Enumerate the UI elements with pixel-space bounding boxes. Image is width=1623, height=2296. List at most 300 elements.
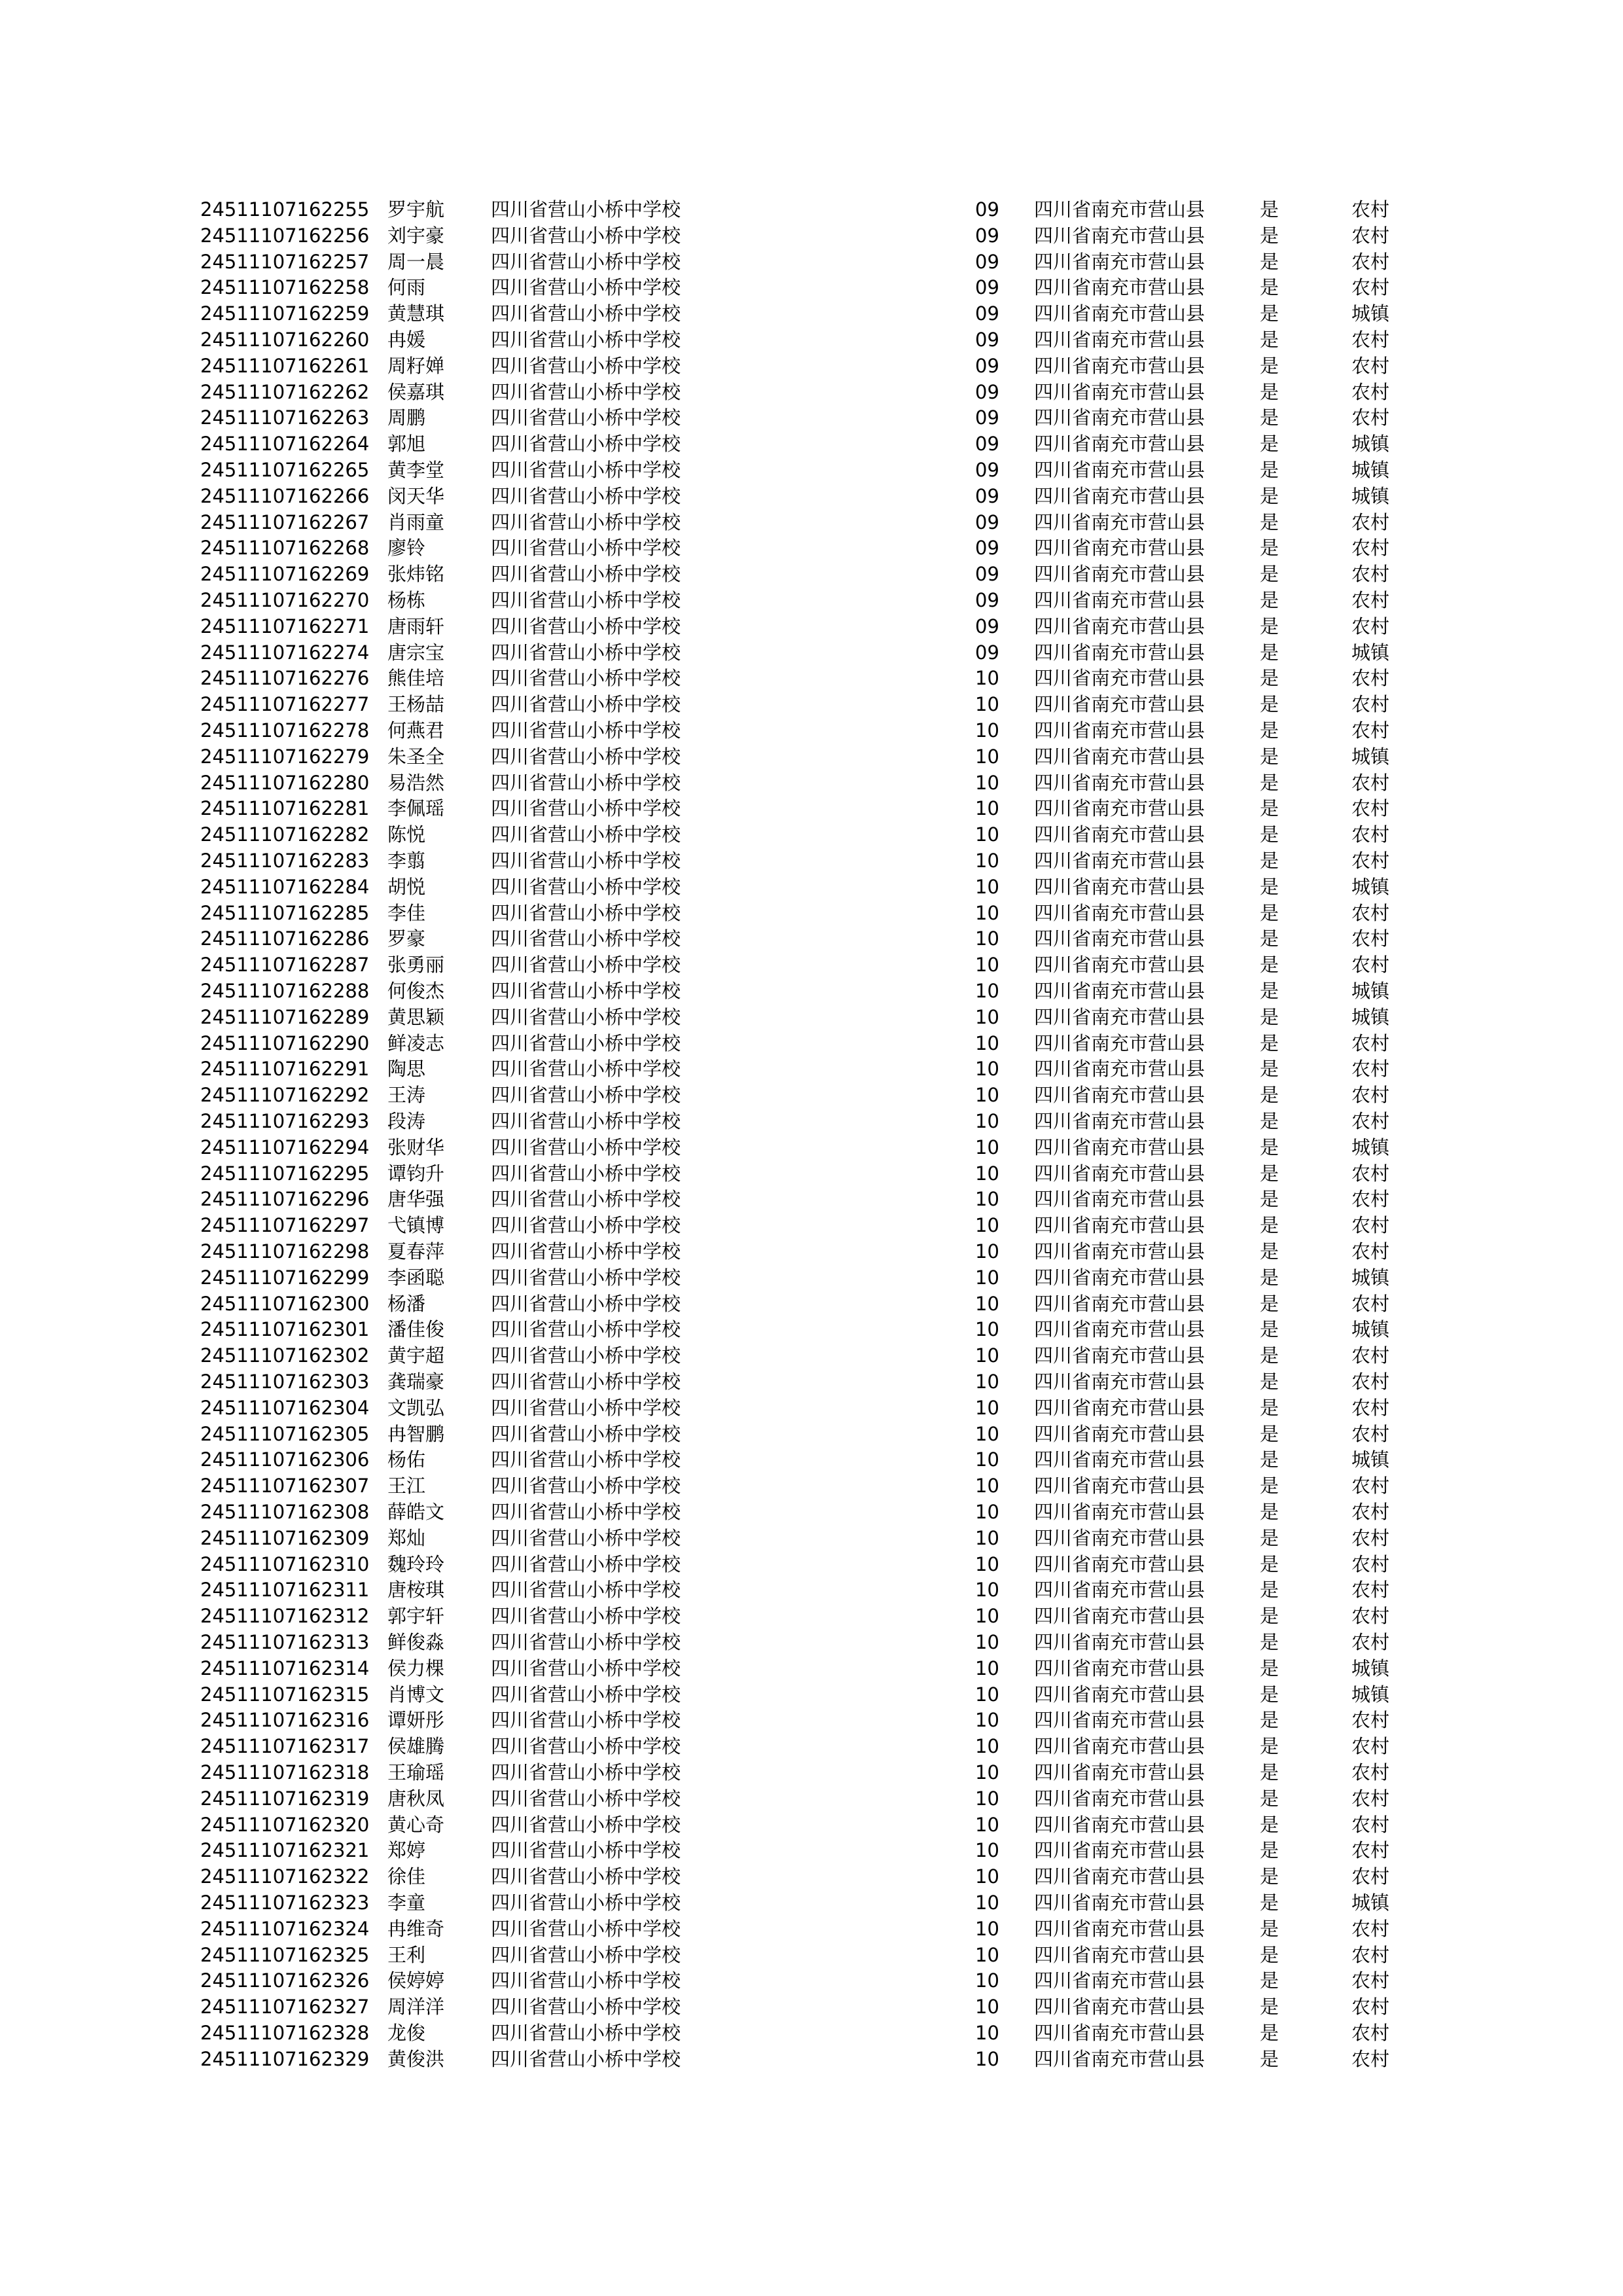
region-name: 四川省南充市营山县 bbox=[1034, 1448, 1205, 1471]
school-name: 四川省营山小桥中学校 bbox=[491, 1318, 681, 1341]
table-row bbox=[0, 1369, 1623, 1395]
table-row bbox=[0, 1291, 1623, 1317]
status-flag: 是 bbox=[1260, 1709, 1279, 1732]
school-name: 四川省营山小桥中学校 bbox=[491, 1892, 681, 1914]
student-name: 王瑜瑶 bbox=[387, 1761, 445, 1784]
residence-type: 农村 bbox=[1351, 1709, 1390, 1732]
student-name: 王杨喆 bbox=[387, 693, 445, 716]
student-id: 24511107162286 bbox=[200, 927, 370, 950]
region-name: 四川省南充市营山县 bbox=[1034, 1292, 1205, 1315]
student-id: 24511107162279 bbox=[200, 745, 370, 768]
student-name: 周一晨 bbox=[387, 250, 445, 273]
status-flag: 是 bbox=[1260, 1605, 1279, 1628]
school-name: 四川省营山小桥中学校 bbox=[491, 1422, 681, 1445]
student-name: 陶思 bbox=[387, 1058, 426, 1081]
class-number: 10 bbox=[975, 1240, 999, 1263]
student-id: 24511107162293 bbox=[200, 1110, 370, 1132]
class-number: 10 bbox=[975, 1031, 999, 1054]
region-name: 四川省南充市营山县 bbox=[1034, 850, 1205, 872]
class-number: 10 bbox=[975, 1344, 999, 1367]
school-name: 四川省营山小桥中学校 bbox=[491, 1917, 681, 1940]
table-row bbox=[0, 691, 1623, 717]
class-number: 09 bbox=[975, 276, 999, 299]
status-flag: 是 bbox=[1260, 1058, 1279, 1081]
region-name: 四川省南充市营山县 bbox=[1034, 927, 1205, 950]
table-row bbox=[0, 1551, 1623, 1577]
status-flag: 是 bbox=[1260, 850, 1279, 872]
region-name: 四川省南充市营山县 bbox=[1034, 1214, 1205, 1237]
student-name: 李童 bbox=[387, 1892, 426, 1914]
student-name: 李翦 bbox=[387, 850, 426, 872]
residence-type: 农村 bbox=[1351, 1865, 1390, 1888]
school-name: 四川省营山小桥中学校 bbox=[491, 380, 681, 403]
table-row bbox=[0, 848, 1623, 874]
status-flag: 是 bbox=[1260, 329, 1279, 351]
residence-type: 农村 bbox=[1351, 2022, 1390, 2044]
table-row bbox=[0, 1994, 1623, 2020]
student-id: 24511107162264 bbox=[200, 433, 370, 456]
student-id: 24511107162268 bbox=[200, 537, 370, 560]
student-id: 24511107162278 bbox=[200, 719, 370, 742]
class-number: 10 bbox=[975, 1552, 999, 1575]
table-row bbox=[0, 223, 1623, 249]
school-name: 四川省营山小桥中学校 bbox=[491, 589, 681, 611]
school-name: 四川省营山小桥中学校 bbox=[491, 1996, 681, 2018]
school-name: 四川省营山小桥中学校 bbox=[491, 954, 681, 977]
residence-type: 农村 bbox=[1351, 823, 1390, 846]
table-row bbox=[0, 274, 1623, 300]
school-name: 四川省营山小桥中学校 bbox=[491, 901, 681, 924]
school-name: 四川省营山小桥中学校 bbox=[491, 850, 681, 872]
region-name: 四川省南充市营山县 bbox=[1034, 954, 1205, 977]
region-name: 四川省南充市营山县 bbox=[1034, 276, 1205, 299]
student-id: 24511107162308 bbox=[200, 1501, 370, 1523]
table-row bbox=[0, 300, 1623, 327]
class-number: 10 bbox=[975, 771, 999, 794]
status-flag: 是 bbox=[1260, 1501, 1279, 1523]
residence-type: 农村 bbox=[1351, 1240, 1390, 1263]
class-number: 10 bbox=[975, 1136, 999, 1158]
table-row bbox=[0, 1395, 1623, 1421]
table-row bbox=[0, 1056, 1623, 1082]
school-name: 四川省营山小桥中学校 bbox=[491, 667, 681, 690]
class-number: 10 bbox=[975, 1631, 999, 1653]
region-name: 四川省南充市营山县 bbox=[1034, 1969, 1205, 1992]
table-row bbox=[0, 1446, 1623, 1473]
school-name: 四川省营山小桥中学校 bbox=[491, 1110, 681, 1132]
student-name: 周鹏 bbox=[387, 406, 426, 429]
status-flag: 是 bbox=[1260, 406, 1279, 429]
school-name: 四川省营山小桥中学校 bbox=[491, 302, 681, 325]
table-row bbox=[0, 821, 1623, 848]
student-name: 鲜俊淼 bbox=[387, 1631, 445, 1653]
region-name: 四川省南充市营山县 bbox=[1034, 1813, 1205, 1836]
region-name: 四川省南充市营山县 bbox=[1034, 641, 1205, 664]
school-name: 四川省营山小桥中学校 bbox=[491, 198, 681, 221]
school-name: 四川省营山小桥中学校 bbox=[491, 1344, 681, 1367]
class-number: 09 bbox=[975, 641, 999, 664]
status-flag: 是 bbox=[1260, 1657, 1279, 1679]
student-id: 24511107162287 bbox=[200, 954, 370, 977]
residence-type: 农村 bbox=[1351, 771, 1390, 794]
region-name: 四川省南充市营山县 bbox=[1034, 1865, 1205, 1888]
class-number: 10 bbox=[975, 823, 999, 846]
class-number: 09 bbox=[975, 380, 999, 403]
school-name: 四川省营山小桥中学校 bbox=[491, 1031, 681, 1054]
region-name: 四川省南充市营山县 bbox=[1034, 1552, 1205, 1575]
residence-type: 农村 bbox=[1351, 250, 1390, 273]
school-name: 四川省营山小桥中学校 bbox=[491, 1709, 681, 1732]
region-name: 四川省南充市营山县 bbox=[1034, 1892, 1205, 1914]
class-number: 10 bbox=[975, 1657, 999, 1679]
class-number: 09 bbox=[975, 484, 999, 507]
region-name: 四川省南充市营山县 bbox=[1034, 224, 1205, 247]
student-id: 24511107162302 bbox=[200, 1344, 370, 1367]
table-row bbox=[0, 1212, 1623, 1238]
region-name: 四川省南充市营山县 bbox=[1034, 1005, 1205, 1028]
residence-type: 城镇 bbox=[1351, 302, 1390, 325]
status-flag: 是 bbox=[1260, 1735, 1279, 1758]
student-name: 黄俊洪 bbox=[387, 2047, 445, 2070]
student-name: 唐宗宝 bbox=[387, 641, 445, 664]
student-name: 侯雄腾 bbox=[387, 1735, 445, 1758]
class-number: 10 bbox=[975, 1110, 999, 1132]
student-name: 闵天华 bbox=[387, 484, 445, 507]
school-name: 四川省营山小桥中学校 bbox=[491, 1371, 681, 1393]
residence-type: 农村 bbox=[1351, 1761, 1390, 1784]
table-row bbox=[0, 1473, 1623, 1499]
region-name: 四川省南充市营山县 bbox=[1034, 198, 1205, 221]
status-flag: 是 bbox=[1260, 1969, 1279, 1992]
residence-type: 农村 bbox=[1351, 954, 1390, 977]
region-name: 四川省南充市营山县 bbox=[1034, 1605, 1205, 1628]
class-number: 10 bbox=[975, 954, 999, 977]
class-number: 10 bbox=[975, 1787, 999, 1810]
residence-type: 农村 bbox=[1351, 1475, 1390, 1498]
student-id: 24511107162267 bbox=[200, 511, 370, 533]
status-flag: 是 bbox=[1260, 1005, 1279, 1028]
status-flag: 是 bbox=[1260, 1865, 1279, 1888]
region-name: 四川省南充市营山县 bbox=[1034, 719, 1205, 742]
region-name: 四川省南充市营山县 bbox=[1034, 302, 1205, 325]
student-id: 24511107162285 bbox=[200, 901, 370, 924]
table-row bbox=[0, 196, 1623, 223]
school-name: 四川省营山小桥中学校 bbox=[491, 1188, 681, 1211]
region-name: 四川省南充市营山县 bbox=[1034, 2022, 1205, 2044]
residence-type: 农村 bbox=[1351, 1162, 1390, 1185]
student-id: 24511107162297 bbox=[200, 1214, 370, 1237]
class-number: 10 bbox=[975, 927, 999, 950]
student-name: 冉维奇 bbox=[387, 1917, 445, 1940]
school-name: 四川省营山小桥中学校 bbox=[491, 1839, 681, 1862]
region-name: 四川省南充市营山县 bbox=[1034, 433, 1205, 456]
school-name: 四川省营山小桥中学校 bbox=[491, 406, 681, 429]
residence-type: 农村 bbox=[1351, 1292, 1390, 1315]
residence-type: 农村 bbox=[1351, 1110, 1390, 1132]
region-name: 四川省南充市营山县 bbox=[1034, 1631, 1205, 1653]
region-name: 四川省南充市营山县 bbox=[1034, 589, 1205, 611]
class-number: 10 bbox=[975, 719, 999, 742]
student-id: 24511107162290 bbox=[200, 1031, 370, 1054]
student-name: 陈悦 bbox=[387, 823, 426, 846]
class-number: 10 bbox=[975, 1448, 999, 1471]
status-flag: 是 bbox=[1260, 1188, 1279, 1211]
region-name: 四川省南充市营山县 bbox=[1034, 1266, 1205, 1289]
school-name: 四川省营山小桥中学校 bbox=[491, 537, 681, 560]
student-id: 24511107162327 bbox=[200, 1996, 370, 2018]
school-name: 四川省营山小桥中学校 bbox=[491, 1396, 681, 1419]
class-number: 09 bbox=[975, 406, 999, 429]
student-name: 鲜凌志 bbox=[387, 1031, 445, 1054]
table-row bbox=[0, 1681, 1623, 1708]
student-name: 杨佑 bbox=[387, 1448, 426, 1471]
residence-type: 农村 bbox=[1351, 1058, 1390, 1081]
student-name: 侯嘉琪 bbox=[387, 380, 445, 403]
residence-type: 城镇 bbox=[1351, 1657, 1390, 1679]
school-name: 四川省营山小桥中学校 bbox=[491, 1084, 681, 1107]
school-name: 四川省营山小桥中学校 bbox=[491, 1631, 681, 1653]
status-flag: 是 bbox=[1260, 250, 1279, 273]
school-name: 四川省营山小桥中学校 bbox=[491, 771, 681, 794]
school-name: 四川省营山小桥中学校 bbox=[491, 1475, 681, 1498]
student-id: 24511107162318 bbox=[200, 1761, 370, 1784]
school-name: 四川省营山小桥中学校 bbox=[491, 1552, 681, 1575]
class-number: 09 bbox=[975, 250, 999, 273]
table-row bbox=[0, 1316, 1623, 1342]
status-flag: 是 bbox=[1260, 901, 1279, 924]
region-name: 四川省南充市营山县 bbox=[1034, 693, 1205, 716]
student-id: 24511107162326 bbox=[200, 1969, 370, 1992]
residence-type: 农村 bbox=[1351, 667, 1390, 690]
region-name: 四川省南充市营山县 bbox=[1034, 901, 1205, 924]
table-row bbox=[0, 874, 1623, 900]
student-name: 黄慧琪 bbox=[387, 302, 445, 325]
student-name: 刘宇豪 bbox=[387, 224, 445, 247]
region-name: 四川省南充市营山县 bbox=[1034, 1136, 1205, 1158]
residence-type: 农村 bbox=[1351, 589, 1390, 611]
region-name: 四川省南充市营山县 bbox=[1034, 380, 1205, 403]
status-flag: 是 bbox=[1260, 1917, 1279, 1940]
class-number: 10 bbox=[975, 1813, 999, 1836]
student-name: 黄宇超 bbox=[387, 1344, 445, 1367]
student-id: 24511107162281 bbox=[200, 797, 370, 820]
status-flag: 是 bbox=[1260, 927, 1279, 950]
residence-type: 农村 bbox=[1351, 797, 1390, 820]
class-number: 10 bbox=[975, 1058, 999, 1081]
residence-type: 农村 bbox=[1351, 1188, 1390, 1211]
residence-type: 城镇 bbox=[1351, 433, 1390, 456]
school-name: 四川省营山小桥中学校 bbox=[491, 276, 681, 299]
table-row bbox=[0, 2020, 1623, 2046]
student-id: 24511107162277 bbox=[200, 693, 370, 716]
class-number: 10 bbox=[975, 1266, 999, 1289]
school-name: 四川省营山小桥中学校 bbox=[491, 1266, 681, 1289]
school-name: 四川省营山小桥中学校 bbox=[491, 1058, 681, 1081]
status-flag: 是 bbox=[1260, 589, 1279, 611]
class-number: 10 bbox=[975, 1214, 999, 1237]
residence-type: 城镇 bbox=[1351, 459, 1390, 481]
class-number: 10 bbox=[975, 1709, 999, 1732]
student-id: 24511107162256 bbox=[200, 224, 370, 247]
class-number: 10 bbox=[975, 1371, 999, 1393]
status-flag: 是 bbox=[1260, 1031, 1279, 1054]
table-row bbox=[0, 1525, 1623, 1551]
status-flag: 是 bbox=[1260, 1084, 1279, 1107]
class-number: 09 bbox=[975, 224, 999, 247]
student-id: 24511107162320 bbox=[200, 1813, 370, 1836]
class-number: 10 bbox=[975, 1292, 999, 1315]
residence-type: 农村 bbox=[1351, 1943, 1390, 1966]
region-name: 四川省南充市营山县 bbox=[1034, 1996, 1205, 2018]
region-name: 四川省南充市营山县 bbox=[1034, 250, 1205, 273]
table-row bbox=[0, 1421, 1623, 1447]
school-name: 四川省营山小桥中学校 bbox=[491, 875, 681, 898]
school-name: 四川省营山小桥中学校 bbox=[491, 1240, 681, 1263]
residence-type: 农村 bbox=[1351, 1552, 1390, 1575]
student-id: 24511107162311 bbox=[200, 1579, 370, 1602]
school-name: 四川省营山小桥中学校 bbox=[491, 1761, 681, 1784]
school-name: 四川省营山小桥中学校 bbox=[491, 1292, 681, 1315]
school-name: 四川省营山小桥中学校 bbox=[491, 797, 681, 820]
residence-type: 农村 bbox=[1351, 927, 1390, 950]
residence-type: 农村 bbox=[1351, 511, 1390, 533]
status-flag: 是 bbox=[1260, 1396, 1279, 1419]
class-number: 10 bbox=[975, 1526, 999, 1549]
student-name: 谭妍彤 bbox=[387, 1709, 445, 1732]
table-row bbox=[0, 1733, 1623, 1759]
student-id: 24511107162289 bbox=[200, 1005, 370, 1028]
student-id: 24511107162261 bbox=[200, 354, 370, 377]
status-flag: 是 bbox=[1260, 459, 1279, 481]
table-row bbox=[0, 379, 1623, 405]
region-name: 四川省南充市营山县 bbox=[1034, 1683, 1205, 1706]
student-id: 24511107162321 bbox=[200, 1839, 370, 1862]
student-name: 周洋洋 bbox=[387, 1996, 445, 2018]
student-id: 24511107162257 bbox=[200, 250, 370, 273]
school-name: 四川省营山小桥中学校 bbox=[491, 1735, 681, 1758]
student-id: 24511107162263 bbox=[200, 406, 370, 429]
table-row bbox=[0, 665, 1623, 691]
student-name: 徐佳 bbox=[387, 1865, 426, 1888]
residence-type: 农村 bbox=[1351, 1813, 1390, 1836]
student-name: 杨栋 bbox=[387, 589, 426, 611]
class-number: 10 bbox=[975, 1501, 999, 1523]
table-row bbox=[0, 1812, 1623, 1838]
school-name: 四川省营山小桥中学校 bbox=[491, 484, 681, 507]
region-name: 四川省南充市营山县 bbox=[1034, 1031, 1205, 1054]
school-name: 四川省营山小桥中学校 bbox=[491, 693, 681, 716]
residence-type: 农村 bbox=[1351, 563, 1390, 586]
residence-type: 农村 bbox=[1351, 693, 1390, 716]
table-row bbox=[0, 1265, 1623, 1291]
table-row bbox=[0, 1238, 1623, 1265]
student-id: 24511107162325 bbox=[200, 1943, 370, 1966]
class-number: 10 bbox=[975, 1683, 999, 1706]
table-row bbox=[0, 1890, 1623, 1916]
school-name: 四川省营山小桥中学校 bbox=[491, 745, 681, 768]
status-flag: 是 bbox=[1260, 1266, 1279, 1289]
student-name: 李函聪 bbox=[387, 1266, 445, 1289]
school-name: 四川省营山小桥中学校 bbox=[491, 1657, 681, 1679]
status-flag: 是 bbox=[1260, 667, 1279, 690]
student-name: 郭旭 bbox=[387, 433, 426, 456]
region-name: 四川省南充市营山县 bbox=[1034, 537, 1205, 560]
table-row bbox=[0, 1629, 1623, 1655]
student-id: 24511107162258 bbox=[200, 276, 370, 299]
class-number: 10 bbox=[975, 850, 999, 872]
status-flag: 是 bbox=[1260, 1162, 1279, 1185]
status-flag: 是 bbox=[1260, 1813, 1279, 1836]
student-name: 谭钧升 bbox=[387, 1162, 445, 1185]
student-id: 24511107162319 bbox=[200, 1787, 370, 1810]
class-number: 10 bbox=[975, 1735, 999, 1758]
school-name: 四川省营山小桥中学校 bbox=[491, 1448, 681, 1471]
student-name: 魏玲玲 bbox=[387, 1552, 445, 1575]
student-name: 黄思颖 bbox=[387, 1005, 445, 1028]
status-flag: 是 bbox=[1260, 1761, 1279, 1784]
region-name: 四川省南充市营山县 bbox=[1034, 1344, 1205, 1367]
status-flag: 是 bbox=[1260, 1526, 1279, 1549]
class-number: 10 bbox=[975, 980, 999, 1002]
student-name: 段涛 bbox=[387, 1110, 426, 1132]
status-flag: 是 bbox=[1260, 1292, 1279, 1315]
student-id: 24511107162305 bbox=[200, 1422, 370, 1445]
class-number: 10 bbox=[975, 1605, 999, 1628]
table-row bbox=[0, 1004, 1623, 1030]
region-name: 四川省南充市营山县 bbox=[1034, 1422, 1205, 1445]
class-number: 09 bbox=[975, 198, 999, 221]
table-row bbox=[0, 1030, 1623, 1056]
region-name: 四川省南充市营山县 bbox=[1034, 667, 1205, 690]
student-name: 夏春萍 bbox=[387, 1240, 445, 1263]
class-number: 10 bbox=[975, 1579, 999, 1602]
region-name: 四川省南充市营山县 bbox=[1034, 1839, 1205, 1862]
region-name: 四川省南充市营山县 bbox=[1034, 1761, 1205, 1784]
student-name: 郭宇轩 bbox=[387, 1605, 445, 1628]
student-name: 罗豪 bbox=[387, 927, 426, 950]
student-name: 黄心奇 bbox=[387, 1813, 445, 1836]
table-row bbox=[0, 483, 1623, 509]
region-name: 四川省南充市营山县 bbox=[1034, 797, 1205, 820]
class-number: 10 bbox=[975, 1188, 999, 1211]
class-number: 10 bbox=[975, 1761, 999, 1784]
school-name: 四川省营山小桥中学校 bbox=[491, 719, 681, 742]
residence-type: 城镇 bbox=[1351, 641, 1390, 664]
region-name: 四川省南充市营山县 bbox=[1034, 1396, 1205, 1419]
status-flag: 是 bbox=[1260, 1318, 1279, 1341]
class-number: 09 bbox=[975, 511, 999, 533]
table-row bbox=[0, 457, 1623, 483]
table-row bbox=[0, 639, 1623, 666]
student-id: 24511107162284 bbox=[200, 875, 370, 898]
status-flag: 是 bbox=[1260, 1631, 1279, 1653]
student-name: 龚瑞豪 bbox=[387, 1371, 445, 1393]
school-name: 四川省营山小桥中学校 bbox=[491, 224, 681, 247]
residence-type: 农村 bbox=[1351, 901, 1390, 924]
status-flag: 是 bbox=[1260, 276, 1279, 299]
class-number: 10 bbox=[975, 797, 999, 820]
table-row bbox=[0, 1108, 1623, 1134]
table-row bbox=[0, 587, 1623, 613]
table-row bbox=[0, 1785, 1623, 1812]
region-name: 四川省南充市营山县 bbox=[1034, 1787, 1205, 1810]
student-name: 文凯弘 bbox=[387, 1396, 445, 1419]
residence-type: 农村 bbox=[1351, 1917, 1390, 1940]
residence-type: 农村 bbox=[1351, 615, 1390, 637]
student-id: 24511107162269 bbox=[200, 563, 370, 586]
student-name: 黄李堂 bbox=[387, 459, 445, 481]
student-name: 郑灿 bbox=[387, 1526, 426, 1549]
